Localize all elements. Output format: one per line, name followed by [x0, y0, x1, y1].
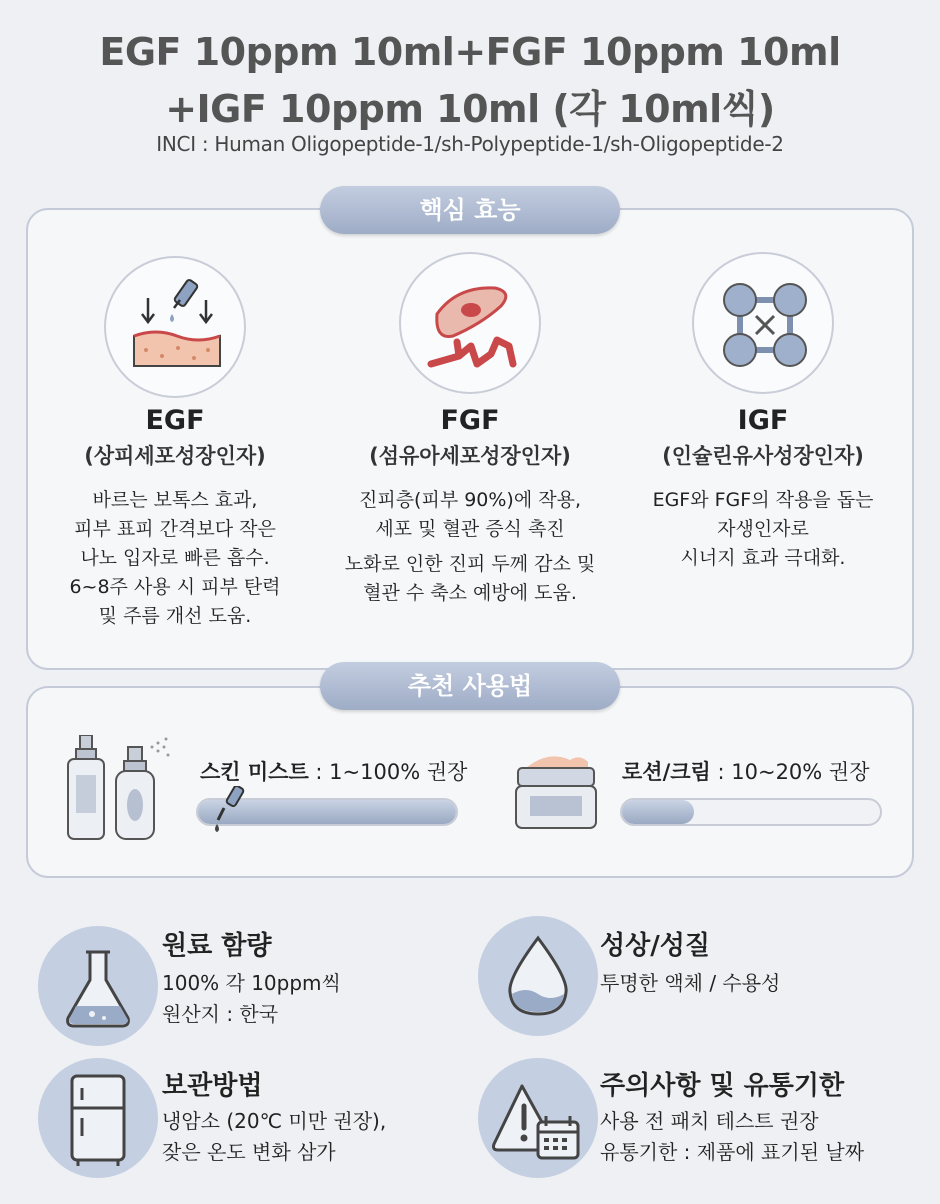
title-line-1: EGF 10ppm 10ml+FGF 10ppm 10ml [99, 30, 841, 74]
info-property-line-1: 투명한 액체 / 수용성 [600, 971, 781, 995]
info-title-property: 성상/성질 [600, 931, 710, 961]
info-caution-line-2: 유통기한 : 제품에 표기된 날짜 [600, 1140, 865, 1164]
info-title-content: 원료 함량 [162, 931, 272, 961]
spray-bottle-icon [62, 735, 178, 845]
inci-text: INCI : Human Oligopeptide-1/sh-Polypeptide-1/sh-Oligopeptide-2 [156, 132, 784, 156]
cream-jar-icon [508, 748, 604, 832]
info-title-storage: 보관방법 [162, 1071, 263, 1101]
info-caution-line-1: 사용 전 패치 테스트 권장 [600, 1109, 819, 1133]
fibroblast-cell-icon [399, 252, 541, 394]
igf-sub: (인슐린유사성장인자) [662, 444, 864, 468]
igf-desc: EGF와 FGF의 작용을 돕는 자생인자로 시너지 효과 극대화. [652, 489, 874, 569]
effects-heading: 핵심 효능 [320, 186, 620, 234]
mist-usage-label: 스킨 미스트 : 1~100% 권장 [200, 760, 468, 784]
egf-sub: (상피세포성장인자) [84, 444, 266, 468]
dropper-icon [210, 786, 250, 834]
cream-usage-label: 로션/크림 : 10~20% 권장 [622, 760, 870, 784]
cream-usage-fill [622, 800, 694, 824]
refrigerator-icon [38, 1058, 158, 1178]
fgf-sub: (섬유아세포성장인자) [369, 444, 571, 468]
cream-usage-bar [620, 798, 882, 826]
igf-name: IGF [737, 405, 789, 436]
info-storage-line-2: 잦은 온도 변화 삼가 [162, 1140, 336, 1164]
fgf-desc: 진피층(피부 90%)에 작용, 세포 및 혈관 증식 촉진 노화로 인한 진피 두께 감소 및 혈관 수 축소 예방에 도움. [344, 489, 596, 604]
egf-name: EGF [145, 405, 205, 436]
molecule-network-icon [692, 252, 834, 394]
info-title-caution: 주의사항 및 유통기한 [600, 1071, 845, 1101]
egf-desc: 바르는 보톡스 효과, 피부 표피 간격보다 작은 나노 입자로 빠른 흡수. 6~8주 사용 시 피부 탄력 및 주름 개선 도움. [69, 489, 281, 627]
info-storage-line-1: 냉암소 (20℃ 미만 권장), [162, 1109, 387, 1133]
skin-dropper-icon [104, 256, 246, 398]
info-content-line-1: 100% 각 10ppm씩 [162, 971, 341, 995]
usage-heading: 추천 사용법 [320, 662, 620, 710]
warning-calendar-icon [478, 1058, 598, 1178]
title-line-2: +IGF 10ppm 10ml (각 10ml씩) [165, 87, 775, 131]
flask-icon [38, 926, 158, 1046]
fgf-name: FGF [440, 405, 500, 436]
water-drop-icon [478, 916, 598, 1036]
info-content-line-2: 원산지 : 한국 [162, 1002, 279, 1026]
